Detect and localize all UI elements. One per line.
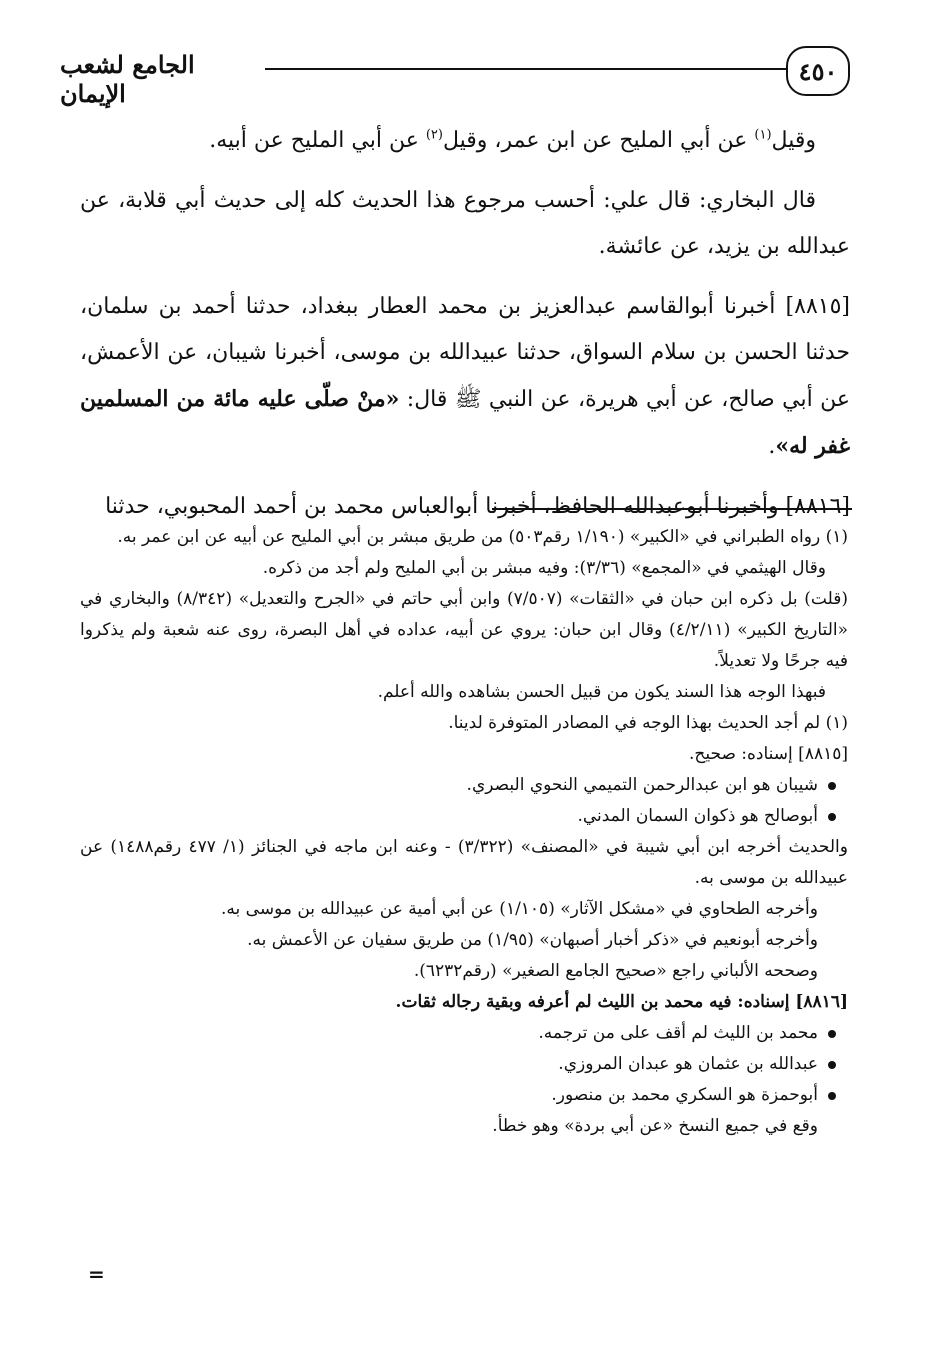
takhrij-label: [٨٨١٥] إسناده: [741,744,848,764]
list-item-text: شيبان هو ابن عبدالرحمن التميمي النحوي البصري. [466,775,818,795]
footnotes [80,522,848,1142]
footnote-1: (١) رواه الطبراني في «الكبير» (١/١٩٠ رقم٥٠٣) من طريق مبشر بن أبي المليح عن أبيه عن ابن عمر به. [117,527,848,547]
main-text [80,118,850,544]
hadith-8816: [٨٨١٦] وأخبرنا أبوعبدالله الحافظ، أخبرنا أبوالعباس محمد بن أحمد المحبوبي، حدثنا [105,494,850,519]
footnote-1-haythami: وقال الهيثمي في «المجمع» (٣/٣٦): وفيه مبشر بن أبي المليح ولم أجد من ذكره. [262,558,826,578]
text-segment: عن أبي المليح عن ابن عمر، وقيل [442,128,755,153]
hadith-matn: «منْ صلّى عليه مائة من المسلمين غفر له» [80,386,850,459]
takhrij-ibn-abi-shayba: والحديث أخرجه ابن أبي شيبة في «المصنف» (٣/٣٢٢) - وعنه ابن ماجه في الجنائز (١/ ٤٧٧ رقم١٤٨٨) عن عبيدالله بن موسى به. [80,837,848,888]
list-item [80,1049,848,1080]
list-item-text: محمد بن الليث لم أقف على من ترجمه. [538,1023,818,1043]
list-item-text: عبدالله بن عثمان هو عبدان المروزي. [558,1054,818,1074]
list-item [80,801,848,832]
takhrij-verdict: صحيح. [688,744,742,764]
footnote-ref-1: (١) [754,127,772,143]
bullet-icon [828,782,836,790]
takhrij-verdict: فيه محمد بن الليث لم أعرفه وبقية رجاله ثقات. [395,992,738,1012]
bullet-icon [828,1061,836,1069]
bullet-icon [828,1030,836,1038]
hadith-isnad: [٨٨١٥] أخبرنا أبوالقاسم عبدالعزيز بن محمد العطار ببغداد، حدثنا أحمد بن سلمان، حدثنا الحسن بن سلام السواق، حدثنا عبيدالله بن موسى، أخبرنا شيبان، عن الأعمش، عن أبي صالح، عن أبي هريرة، عن النبي ﷺ قال: [80,294,850,412]
footnote-divider [492,508,852,510]
paragraph-narration-variants [80,118,850,164]
text-segment: . [768,434,776,459]
continuation-mark: = [88,1262,105,1286]
header-divider [265,68,788,70]
takhrij-tahawi: وأخرجه الطحاوي في «مشكل الآثار» (١/١٠٥) عن أبي أمية عن عبيدالله بن موسى به. [221,899,818,919]
page-header [60,40,860,108]
bullet-icon [828,813,836,821]
takhrij-8816-heading [80,987,848,1018]
text-segment: وقيل [771,128,816,153]
list-item-text: أبوحمزة هو السكري محمد بن منصور. [551,1085,818,1105]
takhrij-abu-nuaym: وأخرجه أبونعيم في «ذكر أخبار أصبهان» (١/٩٥) من طريق سفيان عن الأعمش به. [247,930,818,950]
page-number: ٤٥٠ [786,46,850,96]
footnote-2: (١) لم أجد الحديث بهذا الوجه في المصادر المتوفرة لدينا. [448,713,848,733]
footnote-error-note: وقع في جميع النسخ «عن أبي بردة» وهو خطأ. [492,1116,818,1136]
takhrij-albani: وصححه الألباني راجع «صحيح الجامع الصغير» (رقم٦٢٣٢). [413,961,818,981]
paragraph-bukhari: قال البخاري: قال علي: أحسب مرجوع هذا الحديث كله إلى حديث أبي قلابة، عن عبدالله بن يزيد، عن عائشة. [80,188,850,259]
takhrij-label: [٨٨١٦] إسناده: [737,992,848,1012]
list-item [80,1080,848,1111]
bullet-icon [828,1092,836,1100]
narrator-list-8815 [80,770,848,832]
text-segment: عن أبي المليح عن أبيه. [209,128,426,153]
list-item-text: أبوصالح هو ذكوان السمان المدني. [577,806,818,826]
footnote-1-conclusion: فبهذا الوجه هذا السند يكون من قبيل الحسن بشاهده والله أعلم. [377,682,826,702]
hadith-8815 [80,284,850,470]
book-title: الجامع لشعب الإيمان [60,50,195,108]
takhrij-8815-heading [80,739,848,770]
list-item [80,1018,848,1049]
list-item [80,770,848,801]
footnote-1-comment: (قلت) بل ذكره ابن حبان في «الثقات» (٧/٥٠٧) وابن أبي حاتم في «الجرح والتعديل» (٨/٣٤٢) والبخاري في «التاريخ الكبير» (٤/٢/١١) وقال ابن حبان: يروي عن أبيه، عداده في أهل البصرة، روى عنه شعبة ولم يذكروا فيه جرحًا ولا تعديلاً. [80,589,848,671]
narrator-list-8816 [80,1018,848,1111]
footnote-ref-2: (٢) [425,127,443,143]
